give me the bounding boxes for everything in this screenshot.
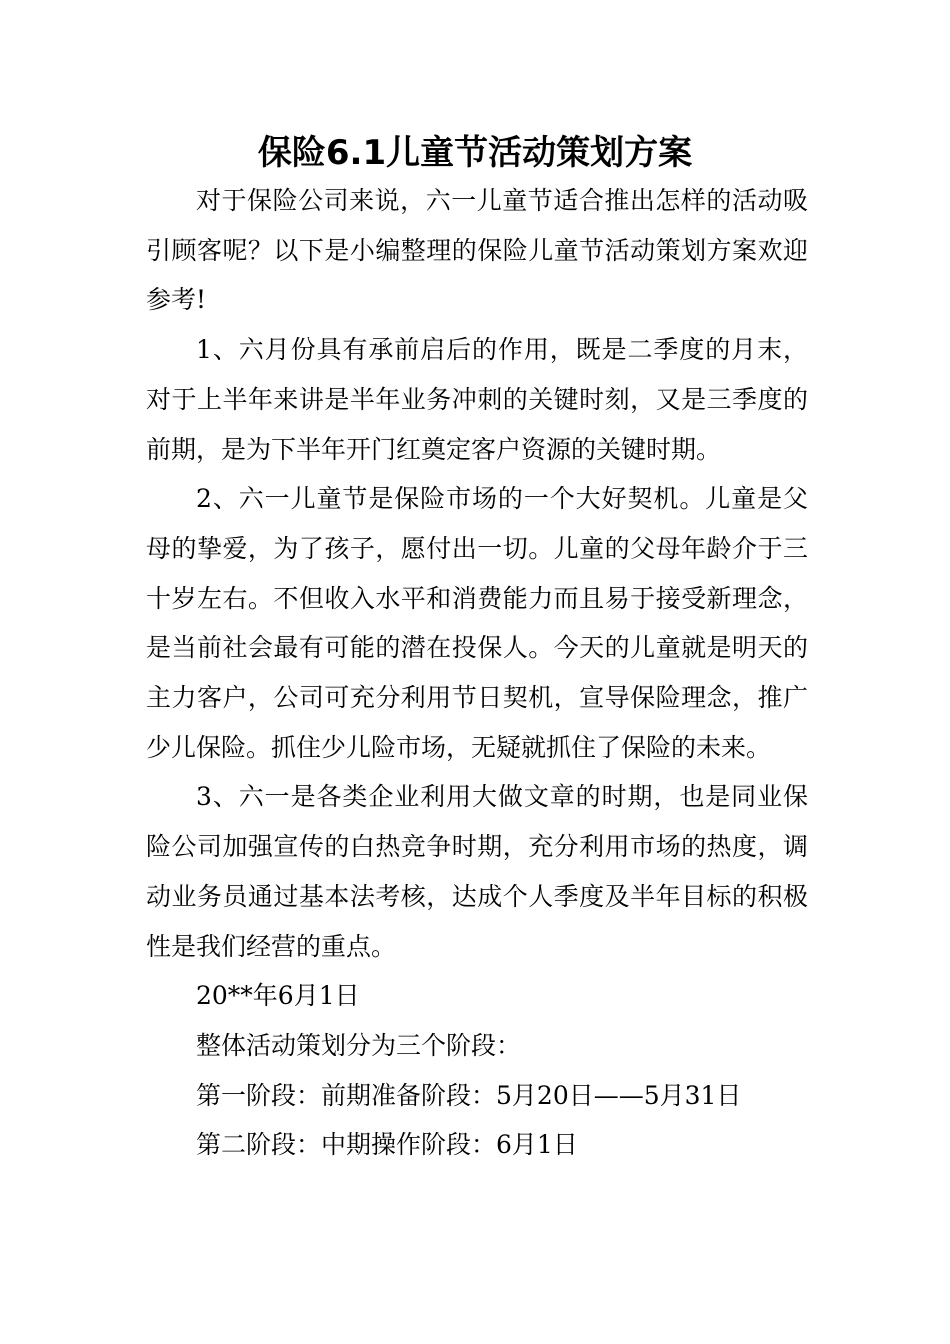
- stage-1-line: 第一阶段：前期准备阶段：5月20日——5月31日: [196, 1080, 742, 1110]
- document-title: 保险6.1儿童节活动策划方案: [257, 133, 693, 173]
- point-1-paragraph: 1、六月份具有承前启后的作用，既是二季度的月末，对于上半年来讲是半年业务冲刺的关键时刻，又是三季度的前期，是为下半年开门红奠定客户资源的关键时期。: [146, 335, 808, 464]
- stage-2-line: 第二阶段：中期操作阶段：6月1日: [196, 1130, 578, 1160]
- document-body: [146, 176, 808, 1170]
- intro-paragraph: 对于保险公司来说，六一儿童节适合推出怎样的活动吸引顾客呢？以下是小编整理的保险儿童节活动策划方案欢迎参考!: [146, 186, 808, 315]
- stages-intro: 整体活动策划分为三个阶段：: [196, 1030, 522, 1060]
- point-3-paragraph: 3、六一是各类企业利用大做文章的时期，也是同业保险公司加强宣传的白热竞争时期，充分利用市场的热度，调动业务员通过基本法考核，达成个人季度及半年目标的积极性是我们经营的重点。: [146, 782, 808, 961]
- point-2-paragraph: 2、六一儿童节是保险市场的一个大好契机。儿童是父母的挚爱，为了孩子，愿付出一切。儿童的父母年龄介于三十岁左右。不但收入水平和消费能力而且易于接受新理念，是当前社会最有可能的潜在投保人。今天的儿童就是明天的主力客户，公司可充分利用节日契机，宣导保险理念，推广少儿保险。抓住少儿险市场，无疑就抓住了保险的未来。: [146, 484, 808, 762]
- date-line: 20**年6月1日: [196, 981, 360, 1011]
